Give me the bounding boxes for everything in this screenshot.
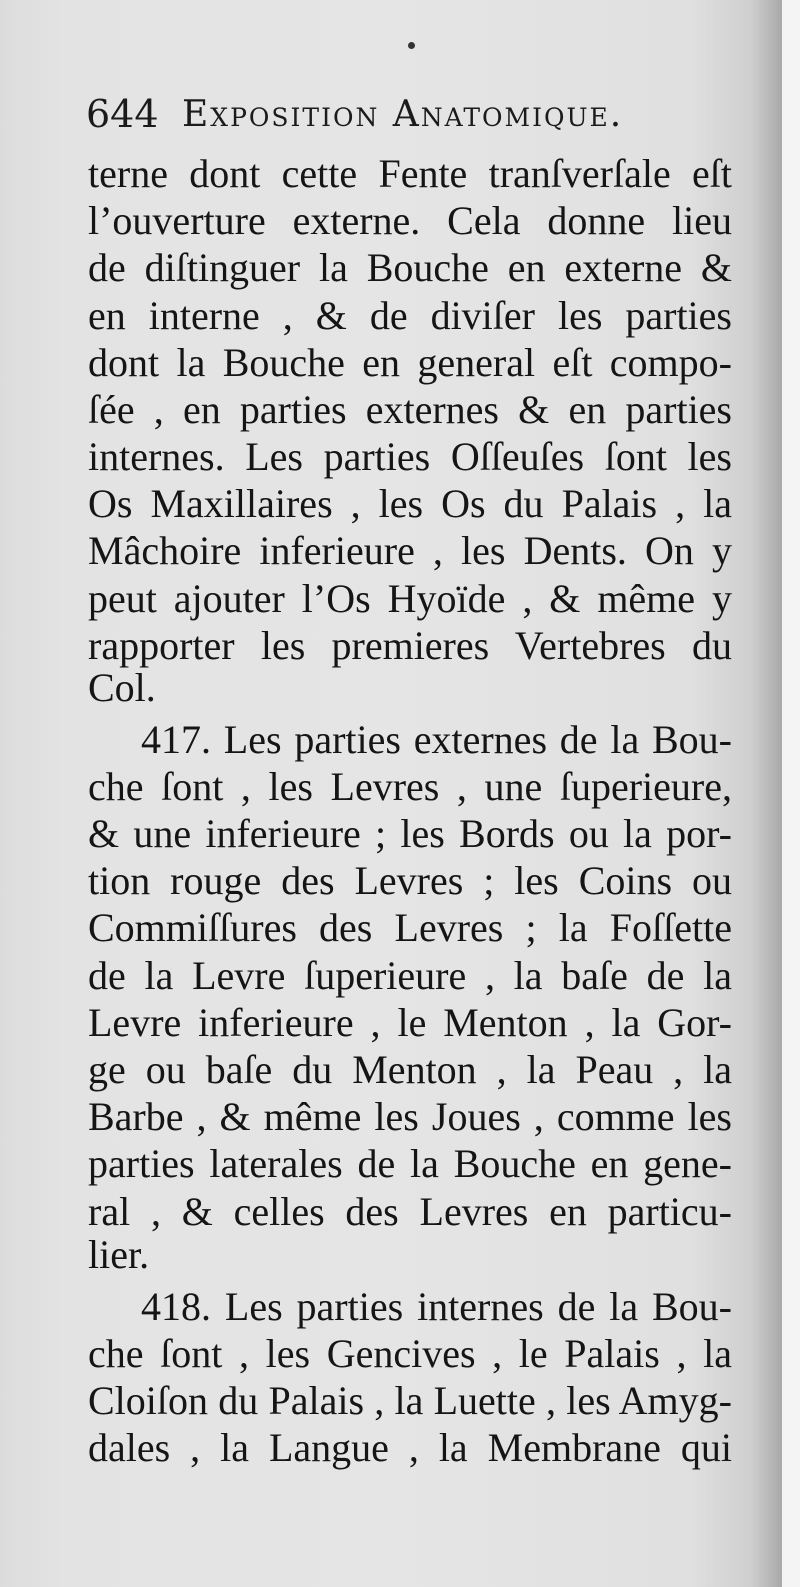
text-line: Cloiſon du Palais , la Luette , les Amyg- xyxy=(88,1378,732,1423)
page-edge xyxy=(782,0,800,1587)
text-line: Commiſſures des Levres ; la Foſſette xyxy=(88,905,732,950)
ink-speck xyxy=(408,42,415,49)
text-line: parties laterales de la Bouche en gene- xyxy=(88,1141,732,1186)
text-line: ral , & celles des Levres en particu- xyxy=(88,1189,732,1234)
text-line: tion rouge des Levres ; les Coins ou xyxy=(88,858,732,903)
text-line: internes. Les parties Oſſeuſes ſont les xyxy=(88,434,732,479)
text-line: che ſont , les Gencives , le Palais , la xyxy=(88,1331,732,1376)
text-line: & une inferieure ; les Bords ou la por- xyxy=(88,811,732,856)
page-header xyxy=(86,92,726,152)
text-line: dont la Bouche en general eſt compo- xyxy=(88,340,732,385)
page-number: 644 xyxy=(86,92,159,136)
text-line: rapporter les premieres Vertebres du xyxy=(88,623,732,668)
text-line: Mâchoire inferieure , les Dents. On y xyxy=(88,528,732,573)
text-line: Levre inferieure , le Menton , la Gor- xyxy=(88,1000,732,1045)
text-line: dales , la Langue , la Membrane qui xyxy=(88,1425,732,1470)
text-line: 417. Les parties externes de la Bou- xyxy=(141,717,732,762)
text-line: peut ajouter l’Os Hyoïde , & même y xyxy=(88,576,732,621)
text-line: Os Maxillaires , les Os du Palais , la xyxy=(88,481,732,526)
text-line: lier. xyxy=(88,1232,150,1277)
text-line: 418. Les parties internes de la Bou- xyxy=(141,1284,732,1329)
text-line: Col. xyxy=(88,665,156,710)
text-line: terne dont cette Fente tranſverſale eſt xyxy=(88,151,732,196)
text-line: en interne , & de diviſer les parties xyxy=(88,293,732,338)
text-line: che ſont , les Levres , une ſuperieure, xyxy=(88,764,732,809)
text-line: l’ouverture externe. Cela donne lieu xyxy=(88,198,732,243)
text-line: de diſtinguer la Bouche en externe & xyxy=(88,245,732,290)
text-line: Barbe , & même les Joues , comme les xyxy=(88,1094,732,1139)
text-line: ſée , en parties externes & en parties xyxy=(88,387,732,432)
text-line: de la Levre ſuperieure , la baſe de la xyxy=(88,953,732,998)
text-line: ge ou baſe du Menton , la Peau , la xyxy=(88,1047,732,1092)
running-title: Exposition Anatomique. xyxy=(182,94,624,135)
